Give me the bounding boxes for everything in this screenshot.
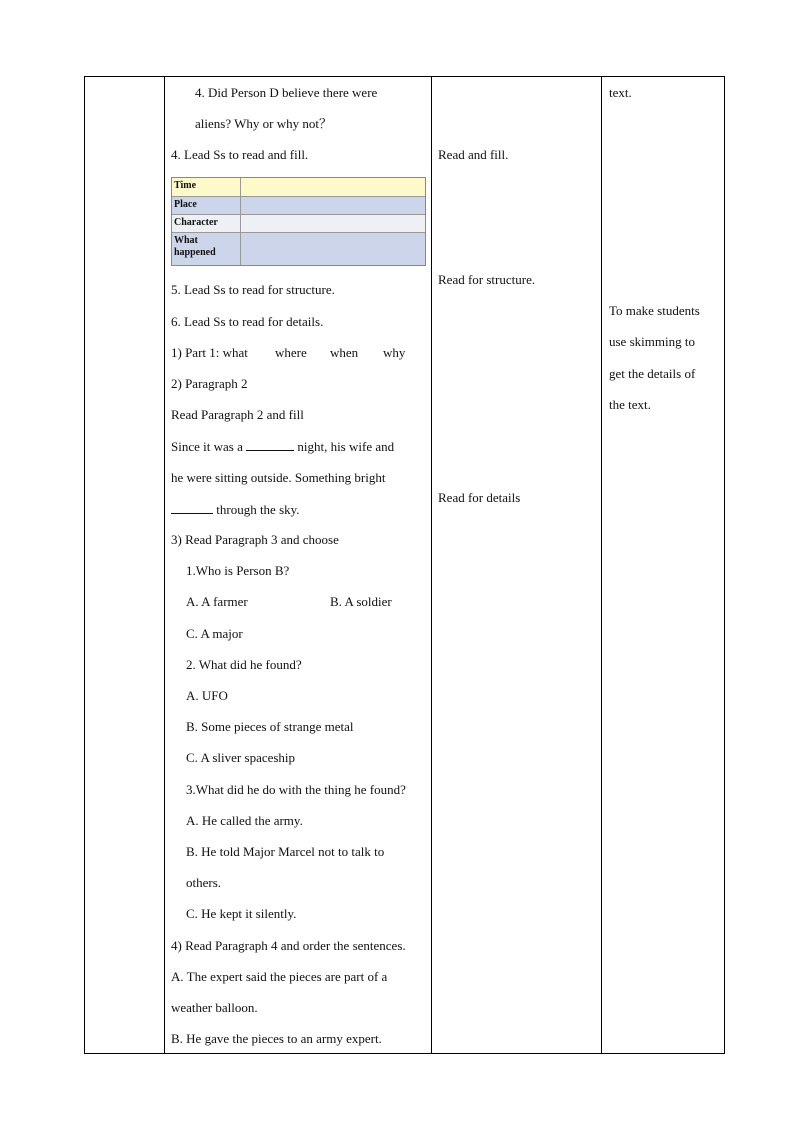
table-row-character: [172, 215, 425, 233]
part-1-why: why: [383, 345, 406, 360]
question-1: 1.Who is Person B?: [186, 563, 290, 578]
paragraph-3-label: 3) Read Paragraph 3 and choose: [171, 532, 339, 547]
sentence-a-line-1: A. The expert said the pieces are part of a: [171, 969, 388, 984]
question-1-option-b: B. A soldier: [330, 594, 392, 609]
question-2-option-a: A. UFO: [186, 688, 228, 703]
row-label: Place: [172, 197, 241, 214]
fill-sentence-3: [171, 501, 300, 518]
question-3-option-a: A. He called the army.: [186, 813, 303, 828]
step-6: 6. Lead Ss to read for details.: [171, 314, 324, 329]
table-row-place: [172, 197, 425, 215]
part-1-where: where: [275, 345, 307, 360]
part-1-label: 1) Part 1: what: [171, 345, 248, 360]
fill-blank-1: [246, 438, 294, 451]
column-divider-2: [431, 76, 432, 1054]
question-4-line-2: aliens? Why or why not？: [195, 116, 332, 131]
step-4: 4. Lead Ss to read and fill.: [171, 147, 309, 162]
question-1-option-a: A. A farmer: [186, 594, 248, 609]
row-label: Time: [172, 178, 241, 196]
purpose-continuation: text.: [609, 85, 632, 100]
row-label: Character: [172, 215, 241, 232]
student-activity-read-structure: Read for structure.: [438, 272, 536, 287]
read-and-fill-table: [171, 177, 426, 266]
question-3-option-b-line-2: others.: [186, 875, 222, 890]
paragraph-4-label: 4) Read Paragraph 4 and order the sentences.: [171, 938, 406, 953]
column-divider-1: [164, 76, 165, 1054]
fill-sentence-1: [171, 438, 394, 455]
question-2-option-c: C. A sliver spaceship: [186, 750, 296, 765]
question-4-line-1: 4. Did Person D believe there were: [195, 85, 378, 100]
fill-blank-2: [171, 501, 213, 514]
question-2-option-b: B. Some pieces of strange metal: [186, 719, 354, 734]
student-activity-read-fill: Read and fill.: [438, 147, 509, 162]
row-label: What happened: [172, 233, 241, 265]
sentence-b: B. He gave the pieces to an army expert.: [171, 1031, 382, 1046]
part-1-when: when: [330, 345, 359, 360]
paragraph-2-label: 2) Paragraph 2: [171, 376, 248, 391]
purpose-line-4: the text.: [609, 397, 651, 412]
sentence-a-line-2: weather balloon.: [171, 1000, 258, 1015]
question-3-option-c: C. He kept it silently.: [186, 906, 297, 921]
fill-text-b: night, his wife and: [297, 439, 395, 454]
table-row-time: [172, 178, 425, 197]
purpose-line-2: use skimming to: [609, 334, 695, 349]
column-divider-3: [601, 76, 602, 1054]
question-3: 3.What did he do with the thing he found?: [186, 782, 406, 797]
student-activity-read-details: Read for details: [438, 490, 521, 505]
table-row-what-happened: [172, 233, 425, 265]
question-3-option-b-line-1: B. He told Major Marcel not to talk to: [186, 844, 385, 859]
fill-sentence-2: he were sitting outside. Something bright: [171, 470, 386, 485]
fill-text-d: through the sky.: [216, 502, 300, 517]
purpose-line-3: get the details of: [609, 366, 696, 381]
step-5: 5. Lead Ss to read for structure.: [171, 282, 335, 297]
fill-text-a: Since it was a: [171, 439, 243, 454]
question-1-option-c: C. A major: [186, 626, 243, 641]
purpose-line-1: To make students: [609, 303, 700, 318]
paragraph-2-task: Read Paragraph 2 and fill: [171, 407, 304, 422]
question-2: 2. What did he found?: [186, 657, 302, 672]
